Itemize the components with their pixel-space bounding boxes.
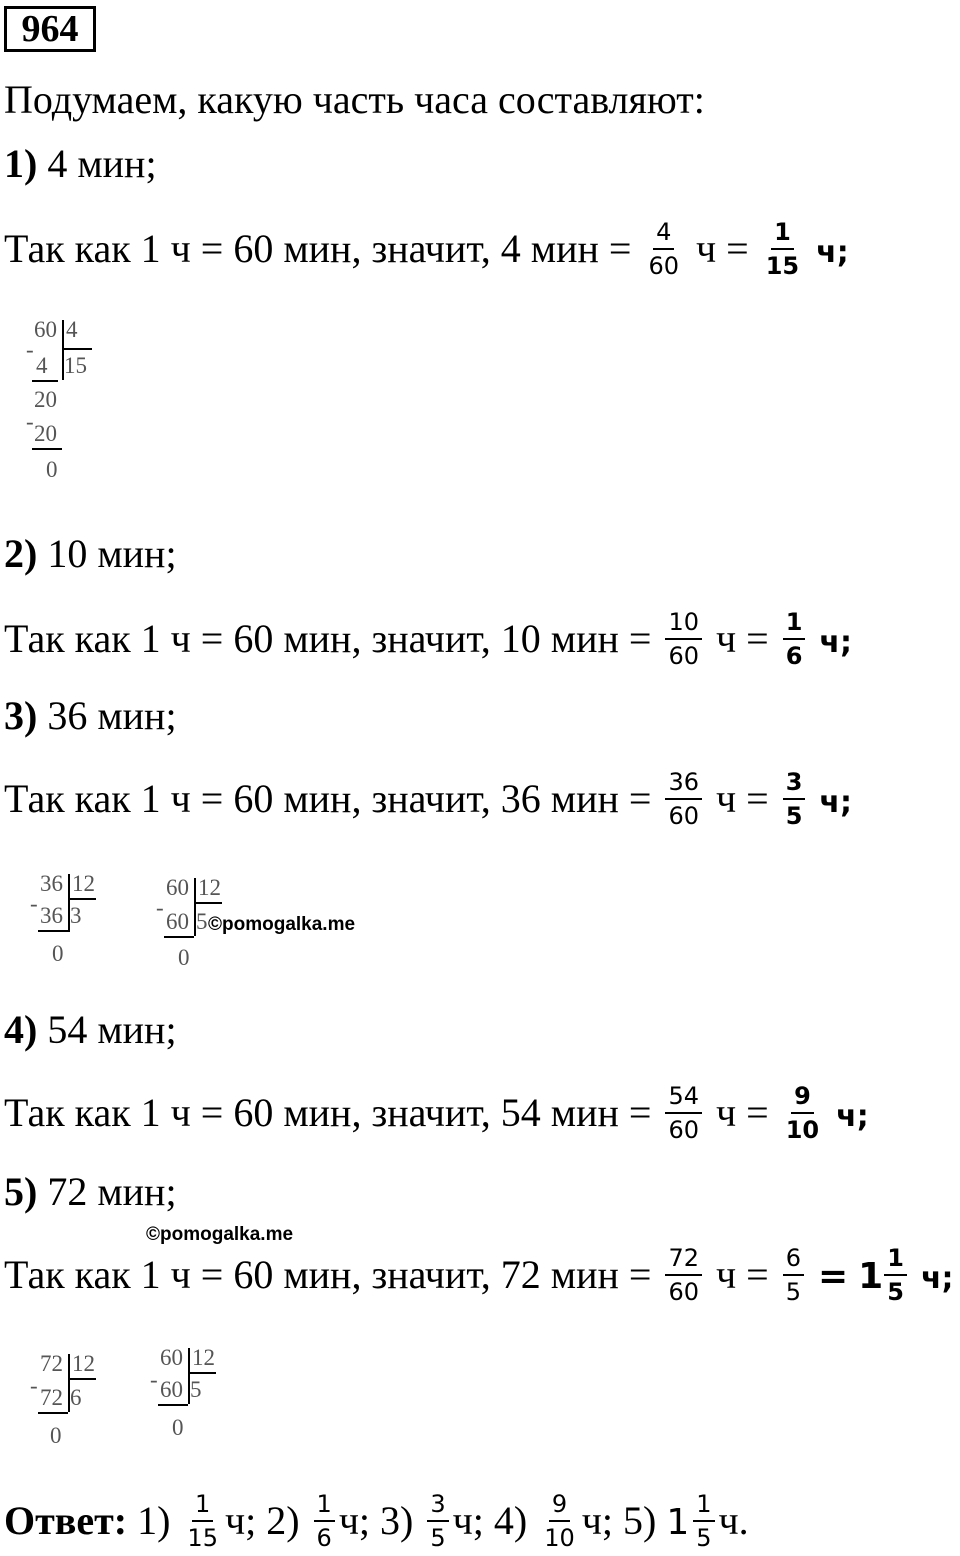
mid-text: ч = [716, 776, 769, 822]
numerator: 72 [665, 1244, 702, 1276]
answer-fraction [427, 1490, 448, 1552]
item-label: 4) [4, 1007, 38, 1052]
dividend: 60 [34, 317, 57, 342]
remainder: 20 [34, 387, 57, 412]
item-2-sentence [4, 608, 853, 674]
numerator: 10 [665, 608, 702, 640]
dividend: 36 [40, 871, 63, 896]
answer-fraction [314, 1490, 335, 1552]
denominator: 10 [544, 1524, 575, 1552]
unit-end: ч; [920, 1261, 954, 1297]
answer-text: 1) [137, 1498, 171, 1544]
denominator: 60 [668, 642, 700, 670]
divisor: 12 [198, 875, 221, 900]
item-value: 36 мин; [47, 693, 177, 738]
item-label: 1) [4, 141, 38, 186]
item-4-sentence [4, 1082, 869, 1148]
numerator: 1 [192, 1490, 213, 1522]
unit-end: ч; [819, 625, 853, 661]
denominator: 60 [668, 802, 700, 830]
denominator: 15 [187, 1524, 218, 1552]
denominator: 15 [765, 252, 800, 280]
subtrahend: 60 [160, 1377, 183, 1402]
sentence-text: Так как 1 ч = 60 мин, значит, 36 мин = [4, 776, 652, 822]
sentence-text: Так как 1 ч = 60 мин, значит, 4 мин = [4, 226, 632, 272]
fraction [645, 218, 682, 280]
quotient: 5 [196, 909, 208, 934]
denominator: 5 [785, 802, 803, 830]
answer-label: Ответ: [4, 1498, 128, 1544]
remainder: 0 [172, 1415, 184, 1440]
subtraction-line [158, 1404, 188, 1406]
minus-sign: - [26, 409, 34, 434]
problem-number: 964 [4, 6, 96, 52]
numerator: 1 [771, 218, 794, 250]
item-value: 54 мин; [47, 1007, 177, 1052]
subtrahend: 20 [34, 421, 57, 446]
mid-text: ч = [716, 616, 769, 662]
subtraction-line [32, 448, 62, 450]
numerator: 4 [653, 218, 674, 250]
dividend: 60 [160, 1345, 183, 1370]
divisor: 12 [72, 871, 95, 896]
improper-fraction [783, 1244, 804, 1306]
quotient-line [188, 1372, 216, 1374]
item-3-header [4, 692, 177, 740]
quotient-line [68, 898, 96, 900]
remainder: 0 [46, 457, 58, 482]
remainder: 0 [52, 941, 64, 966]
subtraction-line [38, 930, 68, 932]
sentence-text: Так как 1 ч = 60 мин, значит, 72 мин = [4, 1252, 652, 1298]
unit-end: ч; [836, 1099, 869, 1135]
sentence-text: Так как 1 ч = 60 мин, значит, 54 мин = [4, 1090, 652, 1136]
answer-whole: 1 [666, 1502, 690, 1544]
fraction [665, 1082, 702, 1144]
numerator: 9 [791, 1082, 814, 1114]
dividend: 72 [40, 1351, 63, 1376]
divisor: 12 [192, 1345, 215, 1370]
numerator: 6 [783, 1244, 804, 1276]
denominator: 5 [887, 1278, 904, 1306]
subtraction-line [38, 1412, 68, 1414]
quotient: 6 [70, 1385, 82, 1410]
answer-fraction [541, 1490, 578, 1552]
item-label: 5) [4, 1169, 38, 1214]
item-5-header [4, 1168, 177, 1216]
result-fraction [763, 218, 802, 280]
subtrahend: 72 [40, 1385, 63, 1410]
item-value: 72 мин; [47, 1169, 177, 1214]
quotient-line [62, 348, 92, 350]
result-fraction [783, 1082, 822, 1144]
denominator: 5 [785, 1278, 801, 1306]
minus-sign: - [156, 895, 164, 920]
item-4-header [4, 1006, 177, 1054]
minus-sign: - [30, 891, 38, 916]
remainder: 0 [178, 945, 190, 970]
numerator: 54 [665, 1082, 702, 1114]
unit-end: ч; [819, 785, 853, 821]
watermark: ©pomogalka.me [208, 914, 356, 935]
denominator: 5 [430, 1524, 446, 1552]
minus-sign: - [30, 1373, 38, 1398]
answer-text: ч; 3) [338, 1498, 414, 1544]
fraction [665, 1244, 702, 1306]
subtrahend: 4 [36, 353, 48, 378]
item-value: 4 мин; [47, 141, 157, 186]
quotient-line [194, 902, 222, 904]
numerator: 1 [693, 1490, 714, 1522]
numerator: 9 [549, 1490, 570, 1522]
item-5-sentence [4, 1244, 954, 1310]
denominator: 60 [648, 252, 680, 280]
dividend: 60 [166, 875, 189, 900]
minus-sign: - [150, 1367, 158, 1392]
item-1-header [4, 140, 157, 188]
numerator: 1 [884, 1244, 907, 1276]
unit-end: ч; [816, 235, 849, 271]
subtraction-line [164, 936, 194, 938]
fraction [665, 608, 702, 670]
mid-text: ч = [716, 1090, 769, 1136]
long-division-60-by-12 [150, 1346, 230, 1446]
mixed-fraction [884, 1244, 907, 1306]
result-fraction [783, 608, 806, 670]
numerator: 3 [427, 1490, 448, 1522]
item-label: 2) [4, 531, 38, 576]
mid-text: ч = [716, 1252, 769, 1298]
subtrahend: 36 [40, 903, 63, 928]
item-value: 10 мин; [47, 531, 177, 576]
quotient-line [68, 1378, 96, 1380]
answer-fraction [184, 1490, 221, 1552]
divisor: 12 [72, 1351, 95, 1376]
answer-line [4, 1490, 749, 1556]
divisor: 4 [66, 317, 78, 342]
item-1-sentence [4, 218, 849, 284]
numerator: 1 [314, 1490, 335, 1522]
sentence-text: Так как 1 ч = 60 мин, значит, 10 мин = [4, 616, 652, 662]
remainder: 0 [50, 1423, 62, 1448]
long-division-72-by-12 [30, 1352, 110, 1452]
denominator: 60 [668, 1116, 700, 1144]
denominator: 5 [696, 1524, 712, 1552]
mixed-whole: 1 [858, 1256, 884, 1298]
quotient: 15 [64, 353, 87, 378]
item-label: 3) [4, 693, 38, 738]
denominator: 6 [785, 642, 803, 670]
watermark: ©pomogalka.me [146, 1224, 294, 1245]
answer-text: ч; 4) [452, 1498, 528, 1544]
answer-fraction [693, 1490, 714, 1552]
equals-sign: = [818, 1256, 849, 1298]
fraction [665, 768, 702, 830]
quotient: 5 [190, 1377, 202, 1402]
denominator: 60 [668, 1278, 700, 1306]
numerator: 3 [783, 768, 806, 800]
item-3-sentence [4, 768, 853, 834]
denominator: 6 [316, 1524, 332, 1552]
long-division-36-by-12 [30, 872, 110, 972]
quotient: 3 [70, 903, 82, 928]
result-fraction [783, 768, 806, 830]
numerator: 36 [665, 768, 702, 800]
numerator: 1 [783, 608, 806, 640]
answer-text: ч. [718, 1498, 749, 1544]
denominator: 10 [785, 1116, 820, 1144]
subtrahend: 60 [166, 909, 189, 934]
mid-text: ч = [696, 226, 749, 272]
long-division-60-by-4 [26, 318, 106, 488]
answer-text: ч; 5) [581, 1498, 657, 1544]
minus-sign: - [26, 337, 34, 362]
intro-text: Подумаем, какую часть часа составляют: [4, 77, 705, 122]
subtraction-line [32, 380, 58, 382]
item-2-header [4, 530, 177, 578]
answer-text: ч; 2) [224, 1498, 300, 1544]
